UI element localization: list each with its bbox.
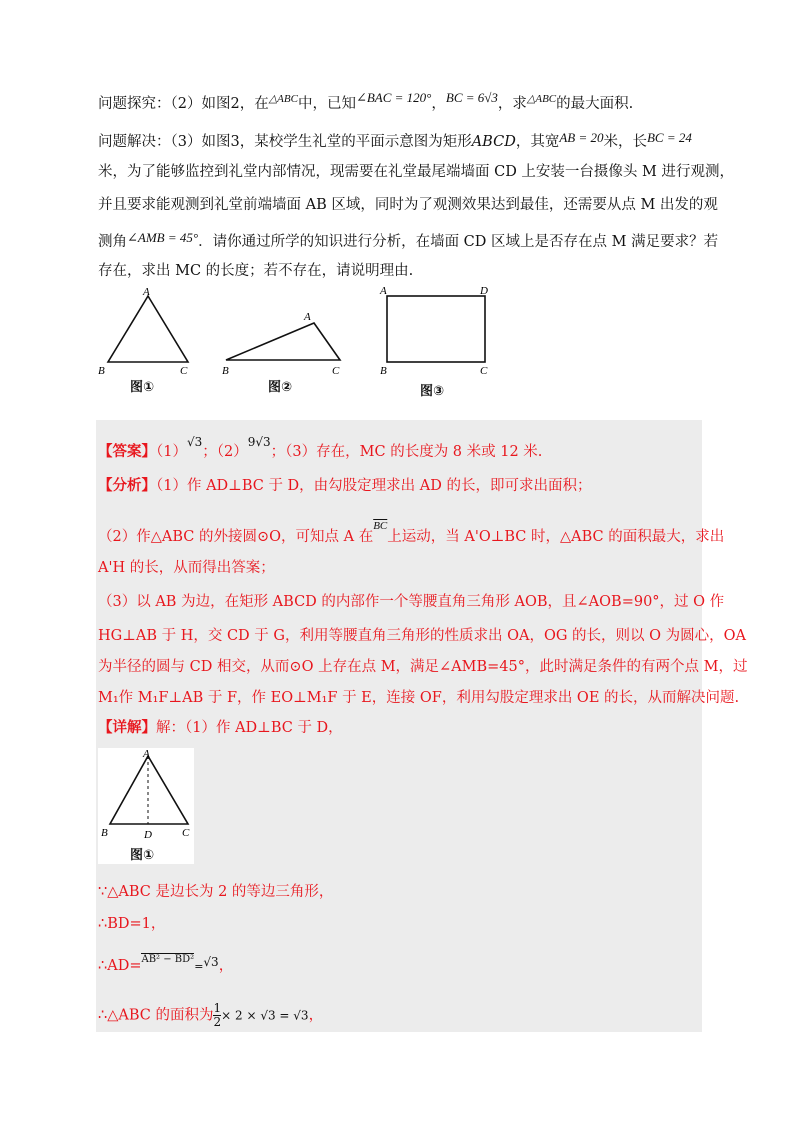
detail-s4-prefix: ∴△ABC 的面积为	[98, 1007, 214, 1024]
rectangle-shape	[387, 296, 485, 362]
triangle-abc-1: △ABC	[268, 93, 298, 105]
figure-2	[218, 304, 358, 396]
problem-line-6: 存在，求出 MC 的长度；若不存在，请说明理由.	[98, 263, 414, 279]
problem-line1-mid: 中，已知	[297, 96, 356, 112]
answer-label: 【答案】	[98, 443, 156, 460]
figure-3	[376, 282, 496, 398]
detail-line-2: ∵△ABC 是边长为 2 的等边三角形，	[98, 884, 334, 900]
detail-s3-prefix: ∴AD=	[98, 958, 142, 974]
fraction-denominator: 2	[213, 1015, 222, 1029]
problem-line1-prefix: 问题探究：（2）如图2，在	[98, 96, 269, 112]
answer-line	[98, 432, 542, 462]
label-b: B	[380, 365, 387, 377]
label-a: A	[380, 285, 387, 297]
figure-4	[98, 748, 194, 864]
analysis-line-5: HG⊥AB 于 H，交 CD 于 G，利用等腰直角三角形的性质求出 OA，OG 的长，则以 O 为圆心，OA	[98, 628, 746, 644]
triangle-abc-2: △ABC	[526, 93, 557, 105]
amb-given: ∠AMB = 45°	[127, 230, 199, 245]
answer-val2: 9√3	[247, 435, 271, 449]
label-b: B	[222, 365, 229, 377]
triangle-shape	[108, 296, 188, 362]
analysis-p1: （1）作 AD⊥BC 于 D，由勾股定理求出 AD 的长，即可求出面积；	[156, 478, 592, 494]
bc-given: BC = 6√3	[445, 90, 498, 105]
problem-line-2	[98, 128, 692, 152]
detail-line-3: ∴BD=1，	[98, 916, 166, 932]
figure-3-caption: 图③	[420, 384, 445, 399]
label-d: D	[144, 829, 152, 841]
answer-sep: ；（2）	[202, 444, 248, 460]
label-c: C	[182, 827, 190, 839]
angle-bac-given: ∠BAC = 120°	[355, 90, 432, 105]
detail-intro: 解：（1）作 AD⊥BC 于 D，	[156, 720, 343, 736]
analysis-line-6: 为半径的圆与 CD 相交，从而⊙O 上存在点 M，满足∠AMB=45°，此时满足条件的有两个点 M，过	[98, 659, 748, 675]
sqrt3-value: √3	[203, 955, 219, 969]
problem-line-5	[98, 228, 718, 252]
analysis-line-2	[98, 516, 724, 547]
triangle-shape	[110, 756, 188, 824]
equals: =	[194, 960, 204, 973]
answer-part3: ；（3）存在，MC 的长度为 8 米或 12 米.	[270, 444, 543, 460]
problem-line-4: 并且要求能观测到礼堂前端墙面 AB 区域，同时为了观测效果达到最佳，还需要从点 M 出发的观	[98, 197, 718, 213]
problem-line1-tail: ，求	[497, 96, 527, 112]
label-a: A	[304, 311, 311, 323]
answer-val1: √3	[186, 435, 203, 449]
arc-bc: BC	[373, 520, 388, 532]
detail-line-4	[98, 950, 233, 977]
label-c: C	[332, 365, 340, 377]
problem-line2-mid: ，其宽	[515, 134, 560, 150]
label-b: B	[101, 827, 108, 839]
detail-s3-end: ，	[218, 958, 234, 974]
problem-line-1	[98, 88, 633, 114]
label-a: A	[143, 286, 150, 298]
ab-given: AB = 20	[559, 130, 604, 145]
figure-2-caption: 图②	[268, 380, 293, 395]
analysis-line-3: A'H 的长，从而得出答案；	[98, 560, 275, 576]
figure-1	[96, 286, 196, 396]
analysis-line-4: （3）以 AB 为边，在矩形 ABCD 的内部作一个等腰直角三角形 AOB，且∠AOB=90°，过 O 作	[98, 594, 725, 610]
problem-line5-prefix: 测角	[98, 234, 127, 250]
analysis-label: 【分析】	[98, 477, 156, 494]
analysis-p2b: 上运动，当 A'O⊥BC 时，△ABC 的面积最大，求出	[387, 529, 725, 545]
detail-s4-end: ，	[308, 1007, 324, 1024]
answer-part1: （1）	[156, 444, 187, 460]
problem-line5-tail: ．请你通过所学的知识进行分析，在墙面 CD 区域上是否存在点 M 满足要求？若	[198, 234, 719, 250]
bc2-given: BC = 24	[646, 130, 692, 145]
problem-line-3: 米，为了能够监控到礼堂内部情况，现需要在礼堂最尾端墙面 CD 上安装一台摄像头 M 进行观测，	[98, 164, 734, 180]
figure-4-caption: 图①	[130, 848, 155, 863]
area-expression: × 2 × √3 = √3	[221, 1008, 309, 1023]
fraction-half	[213, 1002, 221, 1029]
detail-line-1	[98, 718, 343, 738]
detail-label: 【详解】	[98, 719, 156, 736]
fraction-numerator: 1	[213, 1001, 222, 1015]
rect-name: ABCD	[471, 134, 516, 150]
problem-line1-end: 的最大面积.	[556, 96, 634, 112]
problem-line2-mid2: 米，长	[603, 134, 647, 150]
figure-1-caption: 图①	[130, 380, 155, 395]
analysis-p2a: （2）作△ABC 的外接圆⊙O，可知点 A 在	[98, 529, 374, 545]
analysis-line-7: M₁作 M₁F⊥AB 于 F，作 EO⊥M₁F 于 E，连接 OF，利用勾股定理求出 OE 的长，从而解决问题.	[98, 690, 740, 706]
analysis-line-1	[98, 476, 592, 496]
detail-line-5	[98, 1002, 323, 1029]
separator: ，	[431, 96, 446, 112]
label-c: C	[180, 365, 188, 377]
label-b: B	[98, 365, 105, 377]
label-d: D	[480, 285, 488, 297]
label-c: C	[480, 365, 488, 377]
triangle-shape	[226, 323, 340, 360]
label-a: A	[143, 748, 150, 760]
problem-line2-prefix: 问题解决：（3）如图3，某校学生礼堂的平面示意图为矩形	[98, 134, 472, 150]
sqrt-expression: AB² − BD²	[141, 954, 195, 965]
